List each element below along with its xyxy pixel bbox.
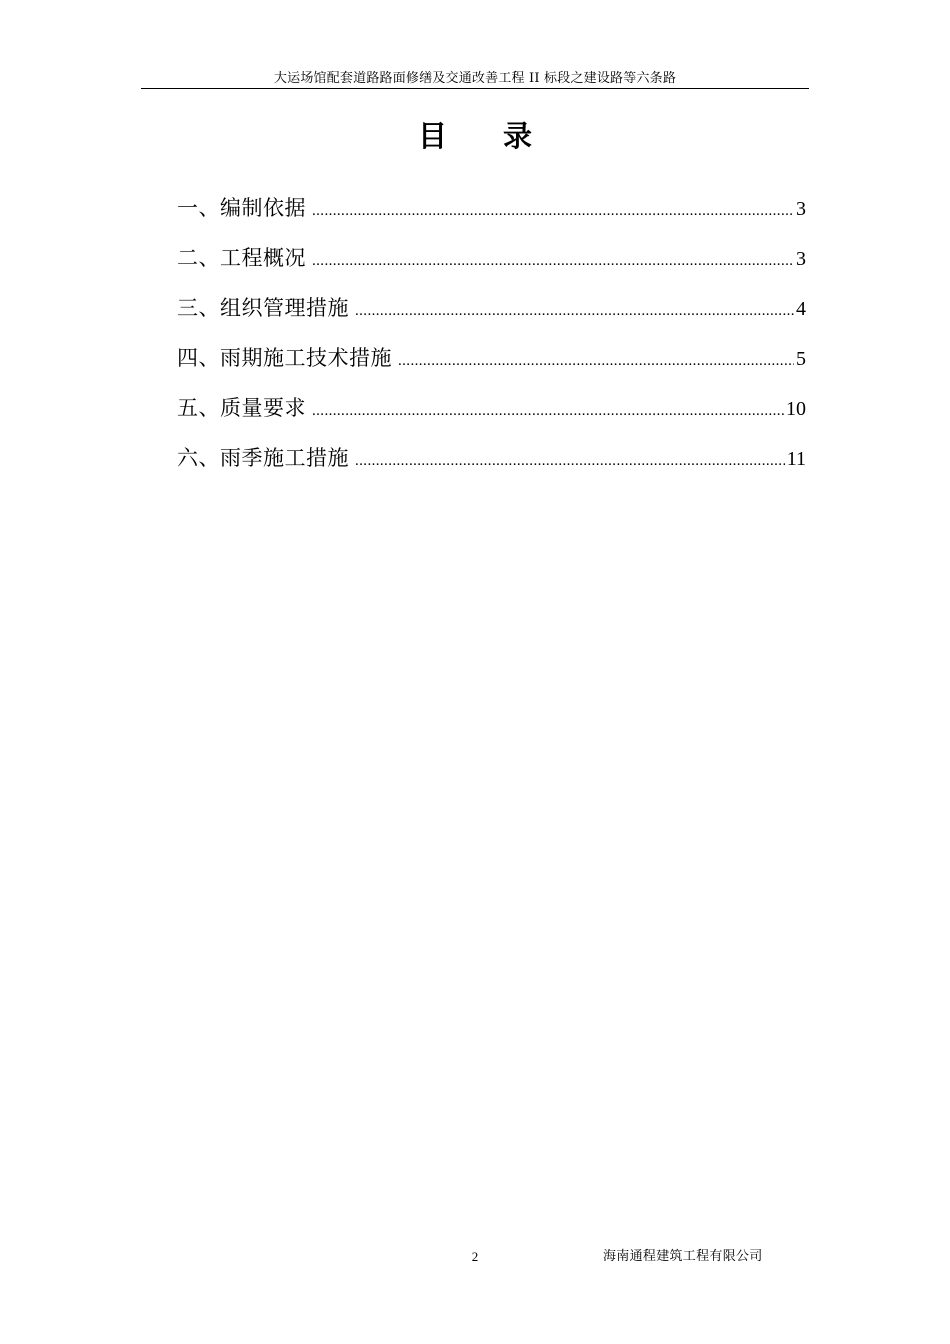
toc-entry-page: 3 (796, 198, 806, 220)
toc-entry-label: 三、组织管理措施 (177, 296, 349, 320)
toc-entry[interactable] (177, 442, 806, 492)
toc-entry[interactable] (177, 342, 806, 392)
toc-entry-label: 四、雨期施工技术措施 (177, 346, 392, 370)
table-of-contents (177, 192, 806, 492)
page-number: 2 (471, 1249, 479, 1264)
toc-dot-leader (355, 295, 794, 327)
toc-entry-label: 一、编制依据 (177, 196, 306, 220)
toc-entry-page: 11 (786, 448, 806, 470)
header-rule (141, 88, 809, 89)
toc-entry-page: 4 (796, 298, 806, 320)
toc-dot-leader (312, 245, 794, 277)
toc-dot-leader (312, 395, 784, 427)
toc-entry[interactable] (177, 392, 806, 442)
toc-entry[interactable] (177, 192, 806, 242)
company-name: 海南通程建筑工程有限公司 (603, 1249, 763, 1264)
toc-entry-label: 六、雨季施工措施 (177, 446, 349, 470)
toc-title: 目录 (417, 119, 588, 153)
toc-entry-page: 3 (796, 248, 806, 270)
toc-dot-leader (398, 345, 794, 377)
toc-dot-leader (355, 445, 785, 477)
toc-entry[interactable] (177, 292, 806, 342)
toc-entry-page: 5 (796, 348, 806, 370)
toc-entry[interactable] (177, 242, 806, 292)
toc-entry-label: 二、工程概况 (177, 246, 306, 270)
toc-entry-label: 五、质量要求 (177, 396, 306, 420)
toc-dot-leader (312, 195, 794, 227)
toc-entry-page: 10 (786, 398, 806, 420)
running-header: 大运场馆配套道路路面修缮及交通改善工程 II 标段之建设路等六条路 (273, 71, 677, 86)
